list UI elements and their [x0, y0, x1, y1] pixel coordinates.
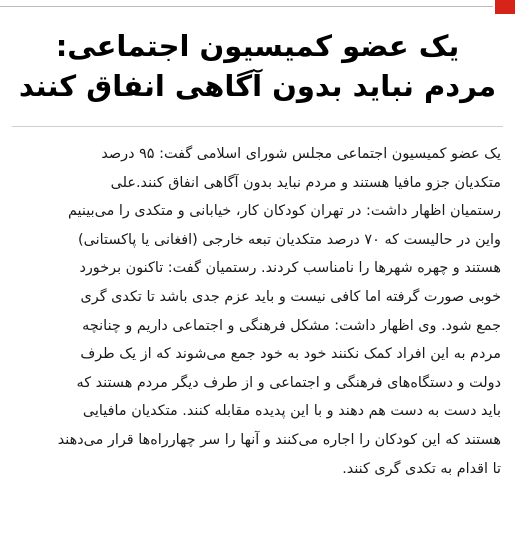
- body-line-last: تا اقدام به تکدی گری کنند.: [342, 460, 501, 477]
- top-bar: [0, 0, 515, 20]
- body-line: واین در حالیست که ۷۰ درصد متکدیان تبعه خارجی (افغانی یا پاکستانی): [78, 231, 501, 248]
- body-line: رستمیان اظهار داشت: در تهران کودکان کار، خیابانی و متکدی را می‌بینیم: [67, 203, 501, 220]
- top-rule: [0, 6, 493, 7]
- section-color-tab: [495, 0, 515, 14]
- body-line: دولت و دستگاه‌های فرهنگی و اجتماعی و از طرف دیگر مردم هستند که: [76, 374, 501, 391]
- body-line: جمع شود. وی اظهار داشت: مشکل فرهنگی و اجتماعی داریم و چنانچه: [82, 317, 501, 334]
- body-line: خوبی صورت گرفته اما کافی نیست و باید عزم جدی باشد تا تکدی گری: [80, 288, 501, 305]
- headline-divider: [12, 126, 503, 127]
- body-line: هستند و چهره شهرها را نامناسب کردند. رستمیان گفت: تاکنون برخورد: [79, 260, 501, 277]
- body-line: متکدیان جزو مافیا هستند و مردم نباید بدون آگاهی انفاق کنند.علی: [110, 174, 501, 191]
- body-line: یک عضو کمیسیون اجتماعی مجلس شورای اسلامی گفت: ۹۵ درصد: [101, 146, 501, 162]
- body-line: مردم به این افراد کمک نکنند خود به خود جمع می‌شوند که از یک طرف: [80, 346, 501, 363]
- body-line: باید دست به دست هم دهند و با این پدیده مقابله کنند. متکدیان مافیایی: [82, 403, 501, 420]
- body-line: هستند که این کودکان را اجاره می‌کنند و آنها را سر چهارراه‌ها قرار می‌دهند: [57, 431, 501, 448]
- headline: [10, 26, 505, 106]
- headline-line-2: مردم نباید بدون آگاهی انفاق کنند: [18, 69, 497, 103]
- article-body: [14, 140, 501, 483]
- headline-line-1: یک عضو کمیسیون اجتماعی:: [55, 29, 460, 63]
